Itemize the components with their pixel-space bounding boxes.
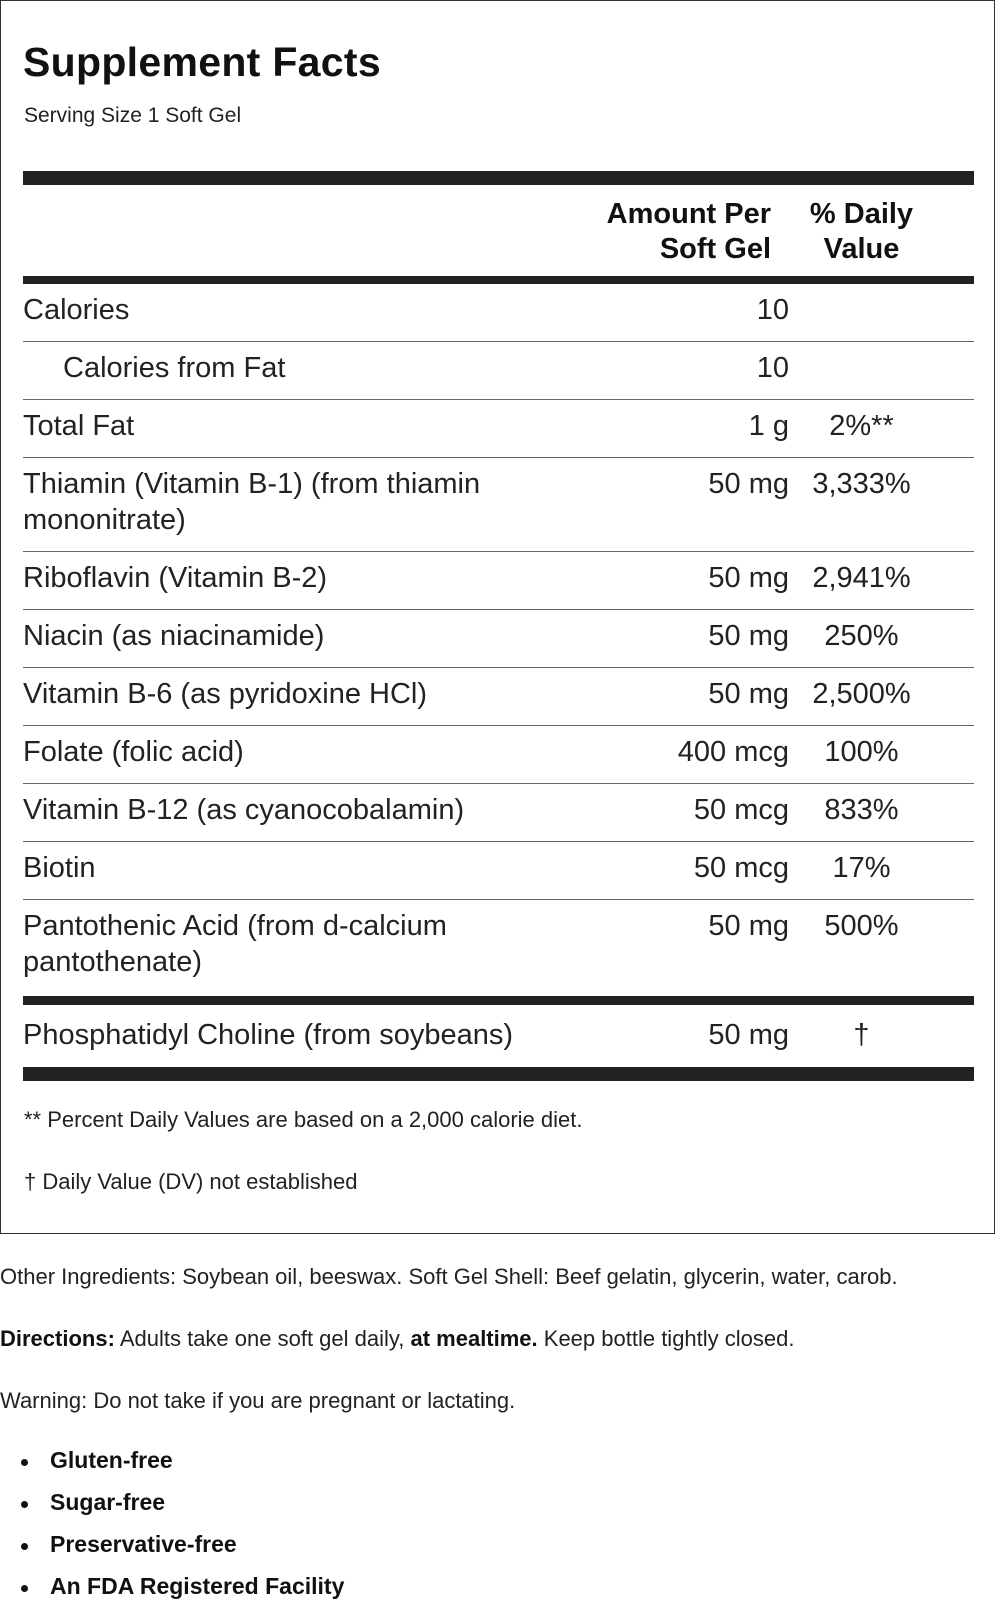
thick-divider-bottom (23, 1067, 974, 1081)
footnote-daily-values: ** Percent Daily Values are based on a 2,000 calorie diet. (24, 1107, 583, 1132)
directions-label: Directions: (0, 1326, 115, 1351)
bullet-icon (21, 1459, 28, 1466)
nutrient-name: Vitamin B-6 (as pyridoxine HCl) (23, 678, 427, 710)
nutrient-name: Total Fat (23, 410, 135, 442)
nutrient-dv: 833% (824, 794, 899, 826)
nutrient-name: Pantothenic Acid (from d-calcium pantothenate) (23, 910, 447, 978)
section-divider (23, 996, 974, 1005)
nutrient-dv: 17% (832, 852, 891, 884)
nutrient-name: Phosphatidyl Choline (from soybeans) (23, 1019, 514, 1051)
list-item: Preservative-free (0, 1532, 344, 1574)
nutrient-amount: 50 mg (708, 620, 789, 652)
nutrient-row (23, 610, 974, 668)
nutrient-dv: 2,941% (812, 562, 911, 594)
facts-title: Supplement Facts (23, 39, 381, 85)
nutrient-dv: 500% (824, 910, 899, 942)
nutrient-row (23, 842, 974, 900)
nutrient-amount: 400 mcg (677, 736, 789, 768)
nutrient-row (23, 668, 974, 726)
nutrient-amount: 1 g (748, 410, 789, 442)
list-item: Gluten-free (0, 1448, 344, 1490)
bullet-icon (21, 1543, 28, 1550)
nutrient-name: Riboflavin (Vitamin B-2) (23, 562, 328, 594)
list-item: Sugar-free (0, 1490, 344, 1532)
nutrient-name: Vitamin B-12 (as cyanocobalamin) (23, 794, 465, 826)
nutrient-row (23, 458, 974, 552)
nutrient-dv: † (853, 1019, 870, 1051)
nutrient-amount: 50 mg (708, 678, 789, 710)
nutrient-dv: 2,500% (812, 678, 911, 710)
amount-header: Amount Per Soft Gel (606, 198, 771, 265)
nutrient-name: Biotin (23, 852, 96, 884)
directions-text-2: Keep bottle tightly closed. (537, 1326, 795, 1351)
nutrient-name: Thiamin (Vitamin B-1) (from thiamin mononitrate) (23, 468, 481, 536)
serving-size: Serving Size 1 Soft Gel (24, 104, 242, 127)
thick-divider (23, 171, 974, 185)
directions (0, 1326, 794, 1352)
list-item: An FDA Registered Facility (0, 1574, 344, 1616)
nutrient-dv: 2%** (829, 410, 894, 442)
nutrient-dv: 100% (824, 736, 899, 768)
nutrient-name: Folate (folic acid) (23, 736, 244, 768)
nutrient-row (23, 900, 974, 996)
nutrient-name: Calories from Fat (63, 352, 286, 384)
nutrient-row (23, 1005, 974, 1067)
nutrient-row (23, 552, 974, 610)
nutrient-amount: 50 mcg (693, 852, 789, 884)
nutrient-amount: 10 (756, 352, 789, 384)
nutrient-dv: 250% (824, 620, 899, 652)
nutrient-amount: 50 mg (708, 1019, 789, 1051)
daily-value-header: % Daily Value (809, 198, 914, 265)
other-ingredients: Other Ingredients: Soybean oil, beeswax. Soft Gel Shell: Beef gelatin, glycerin, water, carob. (0, 1264, 898, 1289)
nutrient-amount: 10 (756, 294, 789, 326)
feature-list (0, 1448, 344, 1616)
nutrient-row (23, 284, 974, 342)
bullet-icon (21, 1585, 28, 1592)
nutrient-amount: 50 mg (708, 468, 789, 500)
nutrient-name: Niacin (as niacinamide) (23, 620, 325, 652)
nutrient-dv: 3,333% (812, 468, 911, 500)
nutrient-amount: 50 mg (708, 562, 789, 594)
nutrient-row (23, 400, 974, 458)
nutrient-name: Calories (23, 294, 130, 326)
nutrient-row (23, 342, 974, 400)
nutrient-row (23, 784, 974, 842)
nutrient-row (23, 726, 974, 784)
nutrient-amount: 50 mg (708, 910, 789, 942)
directions-text-1: Adults take one soft gel daily, (114, 1326, 411, 1351)
directions-emphasis: at mealtime. (410, 1326, 538, 1351)
nutrient-amount: 50 mcg (693, 794, 789, 826)
header-divider (23, 276, 974, 284)
warning: Warning: Do not take if you are pregnant or lactating. (0, 1388, 516, 1413)
footnote-dv-not-established: † Daily Value (DV) not established (24, 1169, 358, 1194)
bullet-icon (21, 1501, 28, 1508)
